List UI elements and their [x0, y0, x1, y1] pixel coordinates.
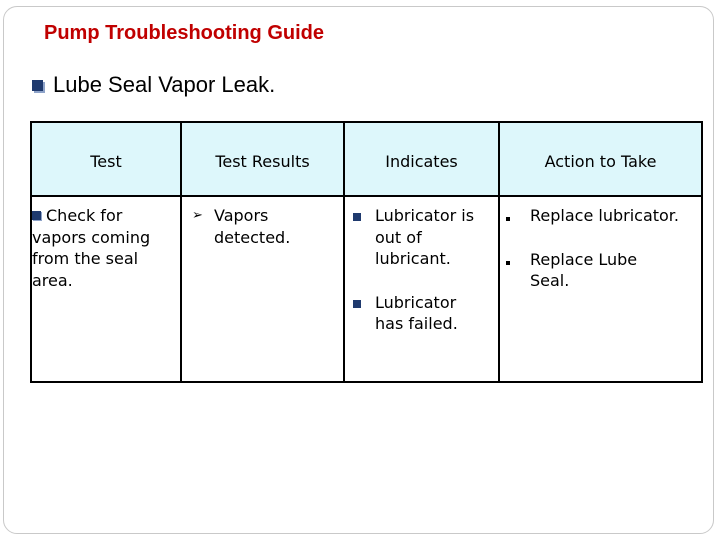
cell-test	[31, 196, 181, 382]
result-line: detected.	[214, 227, 291, 247]
header-test: Test	[31, 122, 181, 196]
test-line: vapors coming	[32, 227, 151, 247]
list-item	[345, 205, 498, 270]
troubleshooting-table	[30, 121, 703, 383]
list-item	[500, 205, 701, 227]
header-test-results: Test Results	[181, 122, 344, 196]
indicates-line: lubricant.	[375, 249, 451, 268]
list-item	[500, 249, 701, 292]
cell-action	[499, 196, 702, 382]
table-header-row	[31, 122, 702, 196]
header-action: Action to Take	[499, 122, 702, 196]
action-line: Replace lubricator.	[530, 206, 679, 225]
square-bullet-icon	[32, 80, 43, 91]
cell-indicates	[344, 196, 499, 382]
page-title: Pump Troubleshooting Guide	[44, 22, 324, 44]
section-heading-text: Lube Seal Vapor Leak.	[53, 72, 276, 97]
indicates-line: Lubricator	[375, 292, 457, 312]
dot-bullet-icon	[500, 205, 530, 227]
cell-test-results	[181, 196, 344, 382]
list-item	[345, 292, 498, 335]
test-line: area.	[32, 270, 73, 290]
action-line: Replace Lube	[530, 249, 638, 269]
test-line: from the seal	[32, 249, 139, 268]
result-line: Vapors	[214, 206, 269, 225]
indicates-line: Lubricator is	[375, 206, 475, 225]
action-line: Seal.	[530, 271, 570, 290]
indicates-line: has failed.	[375, 314, 458, 333]
square-bullet-icon	[345, 292, 375, 314]
test-line: Check for	[46, 206, 123, 225]
square-bullet-icon	[345, 205, 375, 227]
section-heading	[32, 72, 275, 98]
indicates-line: out of	[375, 227, 422, 247]
arrow-bullet-icon: ➢	[192, 208, 203, 223]
header-indicates: Indicates	[344, 122, 499, 196]
table-row	[31, 196, 702, 382]
dot-bullet-icon	[500, 249, 530, 271]
square-bullet-icon	[32, 211, 41, 220]
